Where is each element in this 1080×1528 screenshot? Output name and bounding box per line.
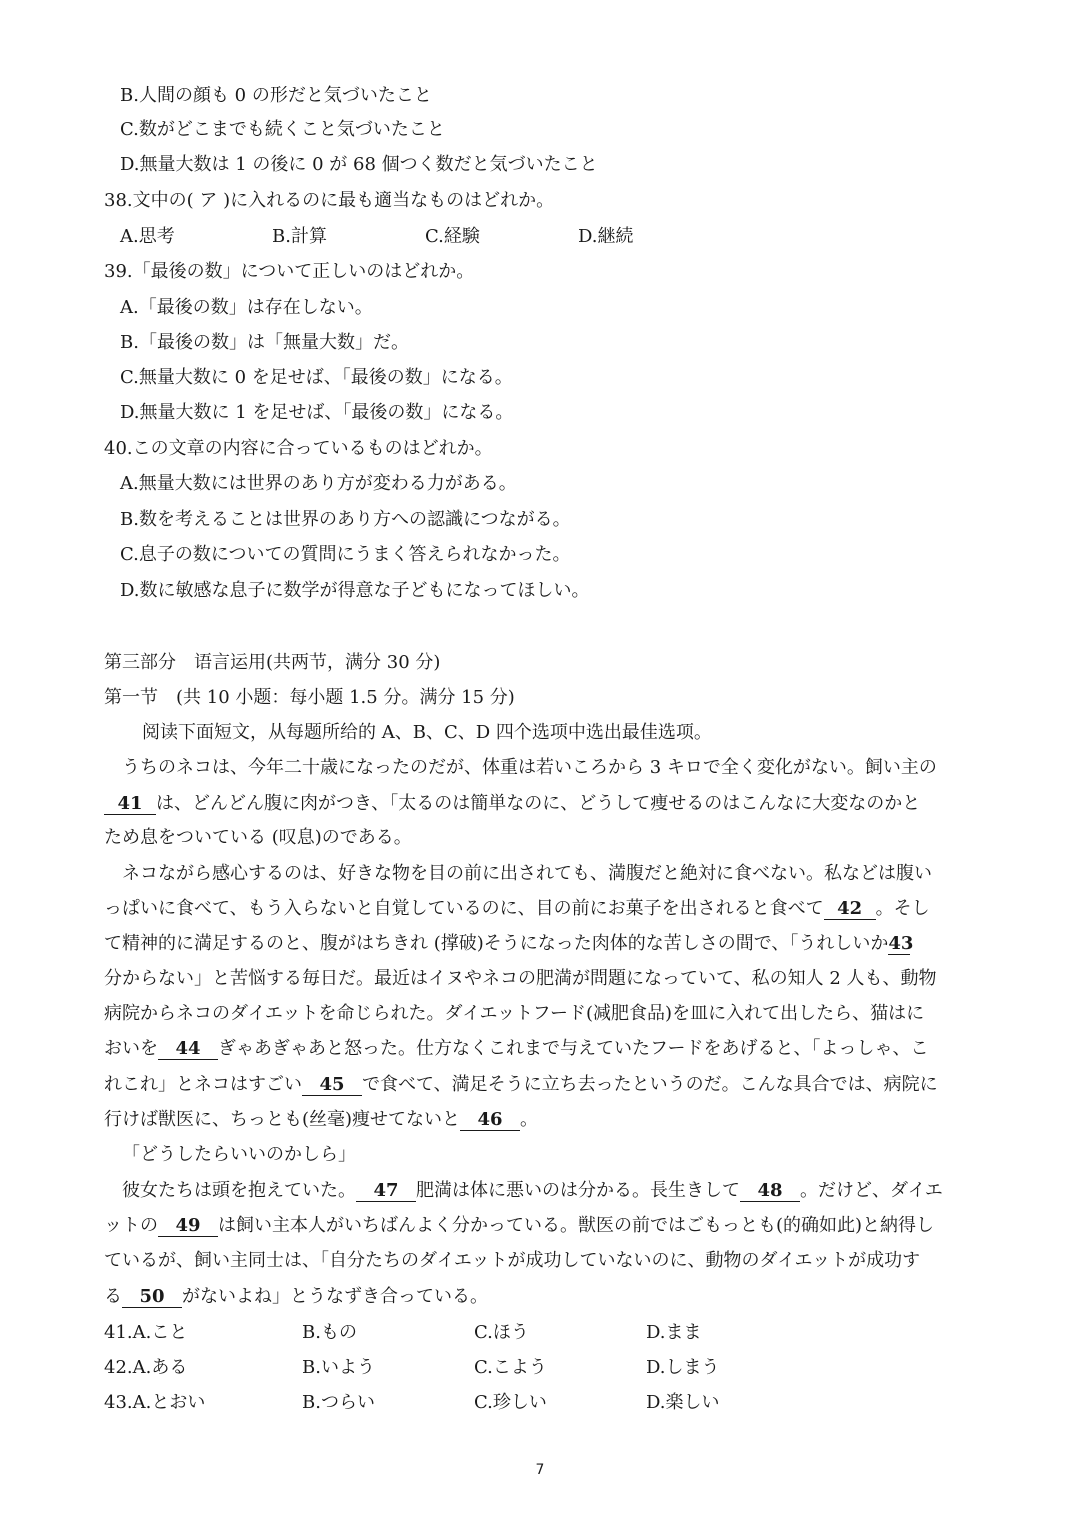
blank-47: 47 <box>356 1181 416 1202</box>
answer-41-option-d: D.まま <box>646 1322 702 1343</box>
passage-line: 分からない」と苦悩する毎日だ。最近はイヌやネコの肥満が問題になっていて、私の知人 2 人も、動物 <box>104 968 937 989</box>
section-part-heading: 第三部分 语言运用(共两节，满分 30 分) <box>104 652 441 673</box>
q39-option-b: B.「最後の数」は「無量大数」だ。 <box>120 332 409 353</box>
q39-option-c: C.無量大数に 0 を足せば、「最後の数」になる。 <box>120 367 513 388</box>
answer-43-option-d: D.楽しい <box>646 1392 720 1413</box>
q38-option-b: B.計算 <box>272 226 327 247</box>
q39-stem: 39.「最後の数」について正しいのはどれか。 <box>104 261 475 282</box>
q37-option-c: C.数がどこまでも続くこと気づいたこと <box>120 119 445 140</box>
q40-option-c: C.息子の数についての質問にうまく答えられなかった。 <box>120 544 571 565</box>
q37-option-d: D.無量大数は 1 の後に 0 が 68 個つく数だと気づいたこと <box>120 154 598 175</box>
q38-stem: 38.文中の( ア )に入れるのに最も適当なものはどれか。 <box>104 190 555 211</box>
answer-42-option-b: B.いよう <box>302 1357 375 1378</box>
passage-line: 行けば獣医に、ちっとも(丝毫)痩せてないと 46 。 <box>104 1109 539 1130</box>
passage-line: れこれ」とネコはすごい 45 で食べて、満足そうに立ち去ったというのだ。こんな具合では、病院に <box>104 1074 938 1095</box>
answer-row-43: 43.A.とおい <box>104 1392 206 1413</box>
q39-option-d: D.無量大数に 1 を足せば、「最後の数」になる。 <box>120 402 514 423</box>
q40-option-a: A.無量大数には世界のあり方が変わる力がある。 <box>120 473 517 494</box>
answer-42-option-d: D.しまう <box>646 1357 720 1378</box>
q39-option-a: A.「最後の数」は存在しない。 <box>120 297 373 318</box>
passage-line: うちのネコは、今年二十歳になったのだが、体重は若いころから 3 キロで全く変化がない。飼い主の <box>122 757 937 778</box>
answer-row-42: 42.A.ある <box>104 1357 188 1378</box>
answer-41-option-c: C.ほう <box>474 1322 529 1343</box>
blank-45: 45 <box>302 1075 362 1096</box>
blank-48: 48 <box>740 1181 800 1202</box>
passage-line: 「どうしたらいいのかしら」 <box>122 1144 356 1165</box>
answer-42-option-c: C.こよう <box>474 1357 547 1378</box>
passage-line: 41 は、どんどん腹に肉がつき、「太るのは簡単なのに、どうして痩せるのはこんなに大変なのかと <box>104 792 920 816</box>
passage-line: ットの 49 は飼い主本人がいちばんよく分かっている。獣医の前ではごもっとも(的确如此)と納得し <box>104 1215 935 1236</box>
blank-41: 41 <box>104 794 156 815</box>
blank-42: 42 <box>824 899 876 920</box>
section-sub-heading: 第一节 (共 10 小题：每小题 1.5 分。满分 15 分) <box>104 687 515 708</box>
passage-line: て精神的に満足するのと、腹がはちきれ (撑破)そうになった肉体的な苦しさの間で、「うれしいか43 <box>104 933 914 954</box>
q38-option-d: D.継続 <box>578 226 634 247</box>
q38-option-c: C.経験 <box>425 226 480 247</box>
q38-option-a: A.思考 <box>120 226 175 247</box>
passage-line: る 50 がないよね」とうなずき合っている。 <box>104 1286 488 1307</box>
passage-line: 病院からネコのダイエットを命じられた。ダイエットフード(减肥食品)を皿に入れて出したら、猫はに <box>104 1003 925 1024</box>
passage-line: おいを 44 ぎゃあぎゃあと怒った。仕方なくこれまで与えていたフードをあげると、「よっしゃ、こ <box>104 1038 929 1059</box>
blank-46: 46 <box>460 1110 520 1131</box>
passage-line: ネコながら感心するのは、好きな物を目の前に出されても、満腹だと絶対に食べない。私などは腹い <box>122 863 932 884</box>
passage-line: 彼女たちは頭を抱えていた。 47 肥満は体に悪いのは分かる。長生きして 48 。だけど、ダイエ <box>122 1180 943 1201</box>
answer-41-option-b: B.もの <box>302 1322 357 1343</box>
blank-49: 49 <box>158 1216 218 1237</box>
q40-option-b: B.数を考えることは世界のあり方への認識につながる。 <box>120 509 571 530</box>
blank-44: 44 <box>158 1039 218 1060</box>
page-number: 7 <box>535 1462 545 1478</box>
q37-option-b: B.人間の顔も 0 の形だと気づいたこと <box>120 85 432 106</box>
answer-43-option-c: C.珍しい <box>474 1392 547 1413</box>
passage-line: っぱいに食べて、もう入らないと自覚しているのに、目の前にお菓子を出されると食べて 42 。そし <box>104 898 930 919</box>
answer-43-option-b: B.つらい <box>302 1392 375 1413</box>
blank-43: 43 <box>888 933 914 954</box>
blank-50: 50 <box>122 1287 182 1308</box>
section-instruction: 阅读下面短文，从每题所给的 A、B、C、D 四个选项中选出最佳选项。 <box>142 722 712 743</box>
q40-option-d: D.数に敏感な息子に数学が得意な子どもになってほしい。 <box>120 580 590 601</box>
q40-stem: 40.この文章の内容に合っているものはどれか。 <box>104 438 493 459</box>
passage-line: ため息をついている (叹息)のである。 <box>104 827 412 848</box>
answer-row-41: 41.A.こと <box>104 1322 188 1343</box>
passage-line: ているが、飼い主同士は、「自分たちのダイエットが成功していないのに、動物のダイエットが成功す <box>104 1250 921 1271</box>
